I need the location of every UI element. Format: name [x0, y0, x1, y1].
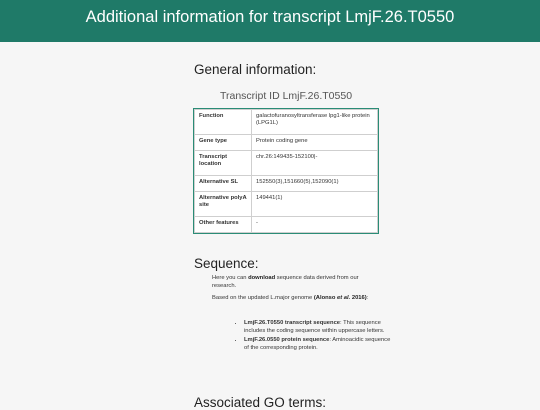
table-row — [195, 176, 378, 192]
transcript-id-caption: Transcript ID LmjF.26.T0550 — [219, 90, 353, 102]
row-value: chr.26:149435-152100|- — [252, 151, 378, 176]
text-segment: sequence data derived from our research. — [212, 275, 359, 289]
download-link[interactable]: download — [248, 275, 276, 281]
info-table — [194, 109, 378, 233]
row-value: galactofuranosyltransferase lpg1-like protein (LPG1L) — [252, 110, 378, 135]
text-segment: et al. — [337, 295, 351, 301]
text-segment: : Aminoacidic sequence of the corresponding protein. — [244, 337, 391, 351]
page-header — [0, 0, 540, 42]
row-key: Alternative SL — [195, 176, 252, 192]
page-title: Additional information for transcript LmjF.26.T0550 — [85, 8, 455, 26]
citation-link[interactable] — [314, 295, 367, 301]
text-segment: : This sequence includes the coding sequence within uppercase letters. — [244, 320, 385, 334]
protein-sequence-link[interactable]: LmjF.26.0550 protein sequence — [244, 337, 330, 344]
list-item — [244, 337, 394, 352]
text-segment: 2016) — [350, 295, 367, 301]
text-segment: : — [366, 295, 369, 301]
sequence-list — [232, 320, 394, 354]
download-paragraph — [212, 275, 380, 290]
row-value: - — [252, 217, 378, 233]
general-info-heading: General information: — [194, 62, 317, 77]
sequence-heading: Sequence: — [194, 256, 259, 271]
text-segment: Here you can — [212, 275, 249, 281]
table-row — [195, 151, 378, 176]
table-row — [195, 192, 378, 217]
list-item — [244, 320, 394, 335]
row-key: Other features — [195, 217, 252, 233]
row-key: Function — [195, 110, 252, 135]
row-value: 149441(1) — [252, 192, 378, 217]
table-row — [195, 217, 378, 233]
row-key: Alternative polyA site — [195, 192, 252, 217]
main-content — [0, 42, 540, 410]
row-value: Protein coding gene — [252, 135, 378, 151]
table-row — [195, 135, 378, 151]
text-segment: Based on the updated L.major genome — [212, 295, 314, 301]
transcript-sequence-link[interactable]: LmjF.26.T0550 transcript sequence — [244, 320, 341, 326]
go-terms-heading: Associated GO terms: — [194, 395, 327, 410]
row-key: Gene type — [195, 135, 252, 151]
table-row — [195, 110, 378, 135]
row-value: 152550(3),151660(5),152090(1) — [252, 176, 378, 192]
genome-paragraph — [212, 295, 380, 303]
text-segment: (Alonso — [313, 295, 338, 301]
row-key: Transcript location — [195, 151, 252, 176]
